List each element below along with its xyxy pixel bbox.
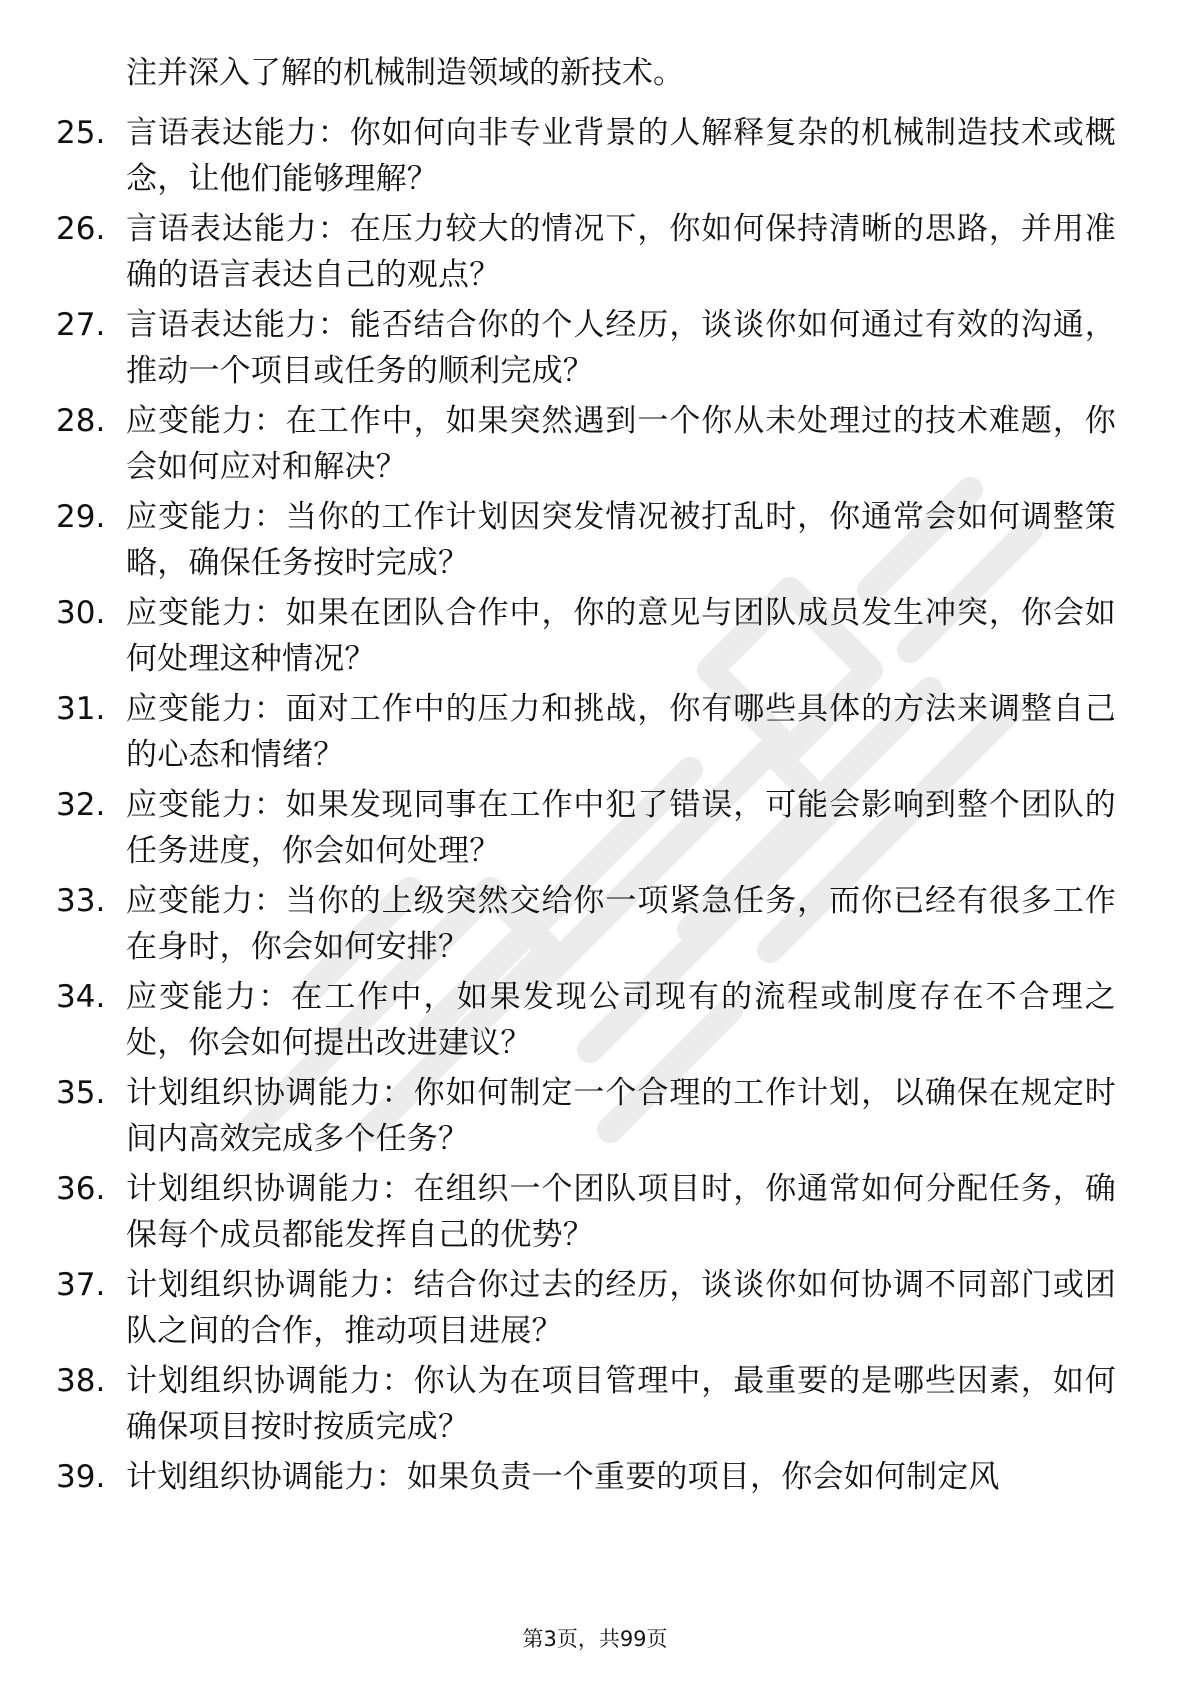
question-list	[0, 110, 1190, 1550]
question-number: 32.	[56, 787, 106, 823]
question-number: 35.	[56, 1075, 106, 1111]
question-number: 26.	[56, 211, 106, 247]
page-footer: 第3页，共99页	[522, 1627, 668, 1651]
question-text: 计划组织协调能力：你认为在项目管理中，最重要的是哪些因素，如何确保项目按时按质完成？	[126, 1363, 1116, 1445]
question-number: 34.	[56, 979, 106, 1015]
question-text: 计划组织协调能力：你如何制定一个合理的工作计划，以确保在规定时间内高效完成多个任务？	[126, 1075, 1116, 1157]
question-text: 应变能力：面对工作中的压力和挑战，你有哪些具体的方法来调整自己的心态和情绪？	[126, 691, 1116, 773]
list-item	[0, 206, 1190, 302]
list-item	[0, 878, 1190, 974]
list-item	[0, 1070, 1190, 1166]
question-text: 应变能力：如果在团队合作中，你的意见与团队成员发生冲突，你会如何处理这种情况？	[126, 595, 1116, 677]
question-number: 29.	[56, 499, 106, 535]
question-text: 应变能力：当你的工作计划因突发情况被打乱时，你通常会如何调整策略，确保任务按时完成？	[126, 499, 1116, 581]
list-item	[0, 302, 1190, 398]
list-item	[0, 110, 1190, 206]
question-number: 33.	[56, 883, 106, 919]
list-item	[0, 686, 1190, 782]
list-item	[0, 974, 1190, 1070]
question-number: 38.	[56, 1363, 106, 1399]
question-number: 31.	[56, 691, 106, 727]
question-number: 37.	[56, 1267, 106, 1303]
question-text: 言语表达能力：你如何向非专业背景的人解释复杂的机械制造技术或概念，让他们能够理解？	[126, 115, 1116, 197]
list-item	[0, 494, 1190, 590]
question-text: 言语表达能力：能否结合你的个人经历，谈谈你如何通过有效的沟通，推动一个项目或任务的顺利完成？	[126, 307, 1116, 389]
list-item	[0, 1358, 1190, 1454]
list-item	[0, 1454, 1190, 1550]
question-text: 计划组织协调能力：结合你过去的经历，谈谈你如何协调不同部门或团队之间的合作，推动项目进展？	[126, 1267, 1116, 1349]
intro-line: 注并深入了解的机械制造领域的新技术。	[126, 55, 684, 91]
question-number: 27.	[56, 307, 106, 343]
question-text: 应变能力：在工作中，如果发现公司现有的流程或制度存在不合理之处，你会如何提出改进建议？	[126, 979, 1116, 1061]
question-number: 39.	[56, 1459, 106, 1495]
list-item	[0, 590, 1190, 686]
question-number: 36.	[56, 1171, 106, 1207]
question-text: 计划组织协调能力：在组织一个团队项目时，你通常如何分配任务，确保每个成员都能发挥自己的优势？	[126, 1171, 1116, 1253]
list-item	[0, 1262, 1190, 1358]
list-item	[0, 398, 1190, 494]
question-text: 应变能力：在工作中，如果突然遇到一个你从未处理过的技术难题，你会如何应对和解决？	[126, 403, 1116, 485]
question-text: 应变能力：当你的上级突然交给你一项紧急任务，而你已经有很多工作在身时，你会如何安排？	[126, 883, 1116, 965]
question-number: 30.	[56, 595, 106, 631]
list-item	[0, 782, 1190, 878]
question-number: 25.	[56, 115, 106, 151]
question-text: 计划组织协调能力：如果负责一个重要的项目，你会如何制定风	[126, 1459, 1000, 1495]
list-item	[0, 1166, 1190, 1262]
question-number: 28.	[56, 403, 106, 439]
question-text: 应变能力：如果发现同事在工作中犯了错误，可能会影响到整个团队的任务进度，你会如何处理？	[126, 787, 1116, 869]
question-text: 言语表达能力：在压力较大的情况下，你如何保持清晰的思路，并用准确的语言表达自己的观点？	[126, 211, 1116, 293]
